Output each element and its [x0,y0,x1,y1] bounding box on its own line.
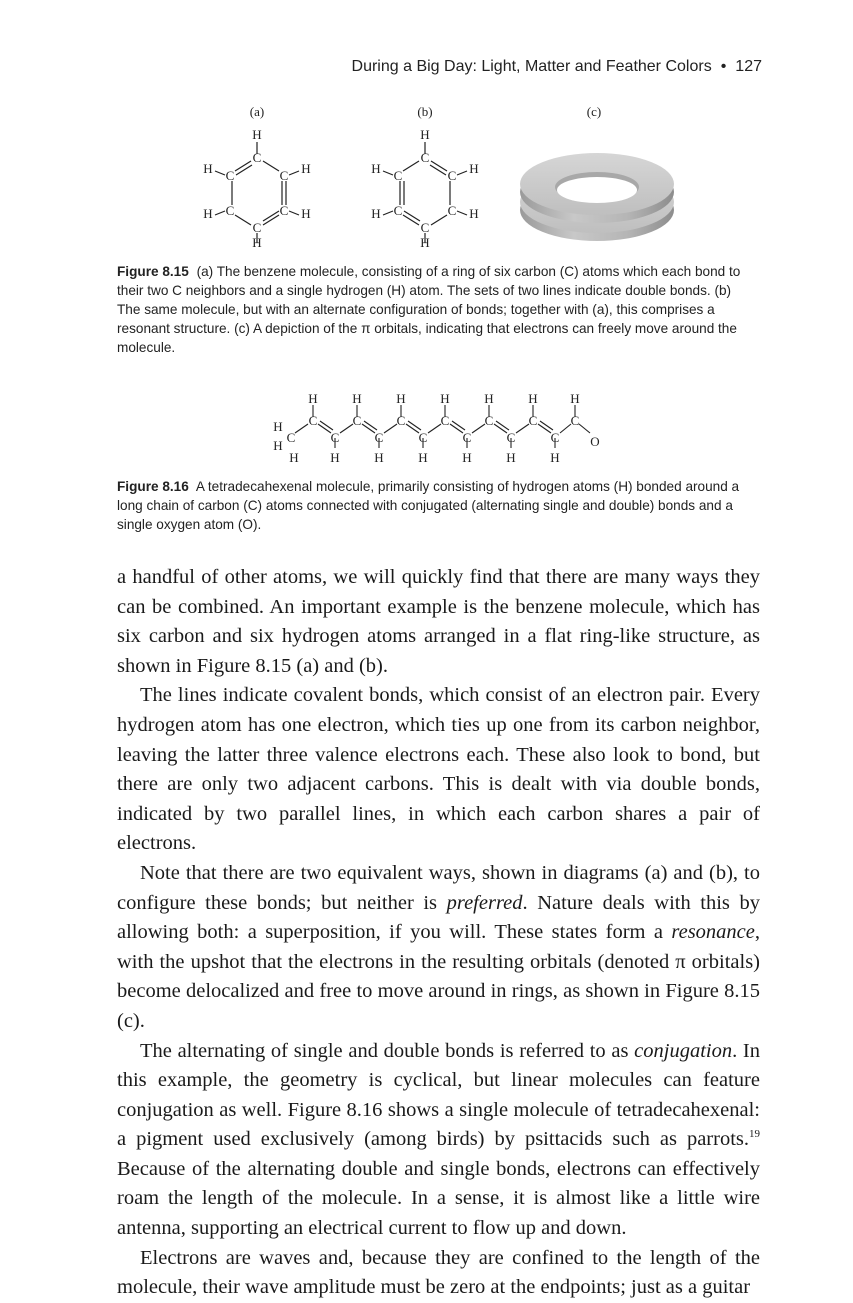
atom-h: H [469,161,479,176]
atom-c: C [308,413,318,428]
atom-h: H [440,391,450,406]
atom-h: H [396,391,406,406]
atom-h: H [252,127,262,142]
benzene-structure-b [363,125,483,250]
atom-c: C [279,203,289,218]
footnote-ref: 19 [749,1128,760,1141]
atom-h: H [371,206,381,221]
atom-c: C [352,413,362,428]
atom-c: C [447,203,457,218]
figure-8-16-caption [117,477,757,534]
atom-c: C [420,220,430,235]
caption-label: Figure 8.15 [117,264,189,279]
atom-c: C [420,150,430,165]
atom-h: H [570,391,580,406]
atom-h: H [484,391,494,406]
atom-c: C [252,220,262,235]
atom-c: C [418,430,428,445]
atom-c: C [225,203,235,218]
header-separator: • [720,58,727,75]
tetradecahexenal-structure [265,390,605,470]
atom-c: C [396,413,406,428]
figure-8-15-caption [117,262,757,357]
atom-c: C [252,150,262,165]
atom-h: H [420,127,430,142]
pi-orbital-ring-illustration [517,150,677,245]
caption-text: A tetradecahexenal molecule, primarily consisting of hydrogen atoms (H) bonded around a long chain of carbon (C) atoms connected with conjugated (alternating single and double) bonds and a single oxygen atom (O). [117,479,740,532]
paragraph: a handful of other atoms, we will quickly find that there are many ways they can be combined. An important example is the benzene molecule, which has six carbon and six hydrogen atoms arranged in a flat ring-like structure, as shown in Figure 8.15 (a) and (b). [117,566,760,677]
atom-h: H [203,161,213,176]
atom-h: H [469,206,479,221]
atom-h: H [308,391,318,406]
atom-h: H [418,450,428,465]
atom-h: H [550,450,560,465]
atom-c: C [528,413,538,428]
paragraph: Note that there are two equivalent ways, shown in diagrams (a) and (b), to configure these bonds; but neither is preferred. Nature deals with this by allowing both: a superposition, if you will. These states form a resonance, with the upshot that the electrons in the resulting orbitals (denoted π orbitals) become delocalized and free to move around in rings, as shown in Figure 8.15 (c). [117,861,760,1032]
atom-h: H [301,206,311,221]
atom-h: H [203,206,213,221]
body-text [117,563,760,1303]
atom-h: H [506,450,516,465]
paragraph: The alternating of single and double bonds is referred to as conjugation. In this example, the geometry is cyclical, but linear molecules can feature conjugation as well. Figure 8.16 shows a single molecule of tetradecahexenal: a pigment used exclusively (among birds) by psittacids such as parrots.$^{19}$ Because of the alternating double and single bonds, electrons can effectively roam the length of the molecule. In a sense, it is almost like a little wire antenna, supporting an electrical current to flow up and down. [117,1039,760,1240]
caption-text: (a) The benzene molecule, consisting of a ring of six carbon (C) atoms which each bond to their two C neighbors and a single hydrogen (H) atom. The sets of two lines indicate double bonds. (b) The same molecule, but with an alternate configuration of bonds; together with (a), this comprises a resonant structure. (c) A depiction of the π orbitals, indicating that electrons can freely move around the molecule. [117,264,741,355]
page-number: 127 [735,58,762,75]
atom-h: H [252,235,262,250]
atom-c: C [393,168,403,183]
paragraph: The lines indicate covalent bonds, which consist of an electron pair. Every hydrogen atom has one electron, which ties up one from its carbon neighbor, leaving the latter three valence electrons each. These also look to bond, but there are only two adjacent carbons. This is dealt with via double bonds, indicated by two parallel lines, in which each carbon shares a pair of electrons. [117,684,760,855]
atom-c: C [286,430,296,445]
atom-h: H [273,419,283,434]
atom-c: C [447,168,457,183]
atom-h: H [371,161,381,176]
atom-c: C [374,430,384,445]
benzene-structure-a [195,125,315,250]
atom-c: C [440,413,450,428]
atom-h: H [528,391,538,406]
atom-c: C [279,168,289,183]
atom-h: H [301,161,311,176]
panel-label-b: (b) [417,104,433,119]
panel-label-a: (a) [249,104,265,119]
atom-c: C [506,430,516,445]
atom-h: H [273,438,283,453]
atom-h: H [352,391,362,406]
atom-h: H [462,450,472,465]
atom-c: C [225,168,235,183]
atom-c: C [484,413,494,428]
running-head [352,58,762,76]
paragraph: Electrons are waves and, because they are confined to the length of the molecule, their wave amplitude must be zero at the endpoints; just as a guitar [117,1246,760,1299]
running-title: During a Big Day: Light, Matter and Feather Colors [351,58,712,75]
atom-h: H [374,450,384,465]
atom-o: O [590,434,600,449]
panel-label-c: (c) [586,104,602,119]
atom-c: C [462,430,472,445]
caption-label: Figure 8.16 [117,479,189,494]
atom-c: C [550,430,560,445]
atom-c: C [330,430,340,445]
atom-h: H [289,450,299,465]
atom-h: H [420,235,430,250]
atom-h: H [330,450,340,465]
atom-c: C [393,203,403,218]
atom-c: C [570,413,580,428]
